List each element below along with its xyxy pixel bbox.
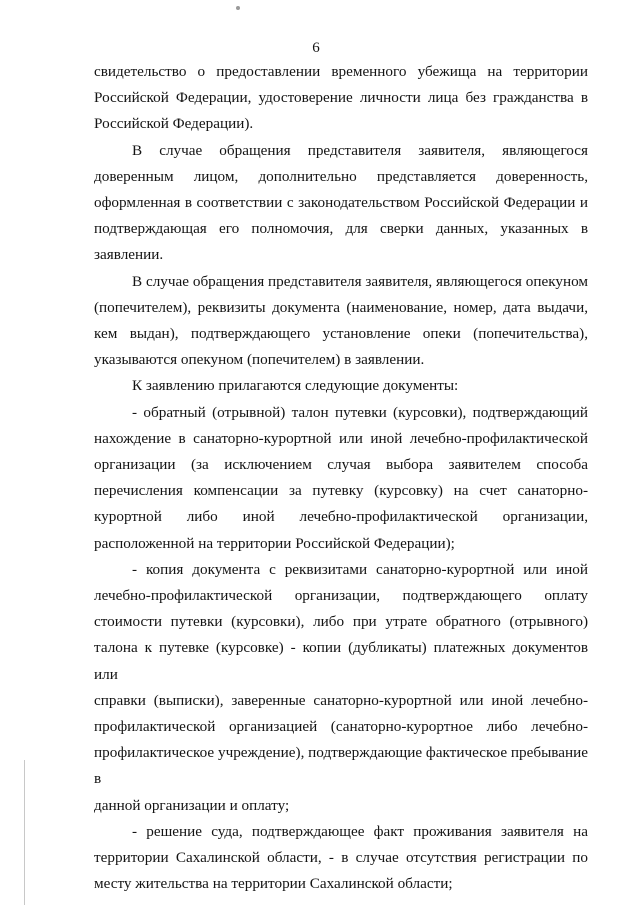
text-line: талона к путевке (курсовке) - копии (дубликаты) платежных документов или [94,639,588,683]
text-line: (попечителем), реквизиты документа (наименование, номер, дата выдачи, [94,298,588,316]
text-line: курортной либо иной лечебно-профилактической организации, [94,508,588,526]
text-line: расположенной на территории Российской Федерации); [94,534,455,552]
text-line: - копия документа с реквизитами санаторно-курортной или иной [132,560,588,578]
text-line: Российской Федерации, удостоверение личности лица без гражданства в [94,89,588,107]
paragraph [94,400,588,557]
text-line: нахождение в санаторно-курортной или иной лечебно-профилактической [94,429,588,447]
scan-edge-line [24,760,25,905]
text-line: К заявлению прилагаются следующие документы: [132,377,459,395]
text-line: перечисления компенсации за путевку (курсовку) на счет санаторно- [94,482,588,500]
text-line: профилактическое учреждение), подтверждающие фактическое пребывание в [94,744,588,788]
text-line: организации (за исключением случая выбора заявителем способа [94,456,588,474]
paragraph [94,557,588,819]
text-line: - обратный (отрывной) талон путевки (курсовки), подтверждающий [132,403,588,421]
text-line: профилактической организацией (санаторно-курортное либо лечебно- [94,718,588,736]
text-line: данной организации и оплату; [94,796,290,814]
text-line: стоимости путевки (курсовки), либо при утрате обратного (отрывного) [94,613,588,631]
paragraph [94,138,588,269]
text-line: свидетельство о предоставлении временного убежища на территории [94,63,588,80]
text-line: В случае обращения представителя заявителя, являющегося опекуном [132,272,588,290]
text-line: Российской Федерации). [94,115,254,133]
page-number: 6 [312,40,320,56]
text-line: подтверждающая его полномочия, для сверки данных, указанных в [94,220,588,238]
text-line: В случае обращения представителя заявителя, являющегося [132,141,588,159]
text-line: заявлении. [94,246,164,264]
text-line: лечебно-профилактической организации, подтверждающего оплату [94,587,588,605]
scan-speck [236,6,240,10]
paragraph [94,269,588,374]
text-line: справки (выписки), заверенные санаторно-курортной или иной лечебно- [94,691,588,709]
text-line: оформленная в соответствии с законодательством Российской Федерации и [94,194,588,212]
text-line: территории Сахалинской области, - в случае отсутствия регистрации по [94,849,588,867]
paragraph [94,373,588,399]
body-text [94,59,588,898]
paragraph [94,819,588,898]
text-line: доверенным лицом, дополнительно представляется доверенность, [94,167,588,185]
text-line: месту жительства на территории Сахалинской области; [94,875,453,893]
text-line: кем выдан), подтверждающего установление опеки (попечительства), [94,325,588,343]
paragraph [94,59,588,138]
text-line: указываются опекуном (попечителем) в заявлении. [94,351,425,369]
text-line: - решение суда, подтверждающее факт проживания заявителя на [132,822,588,840]
